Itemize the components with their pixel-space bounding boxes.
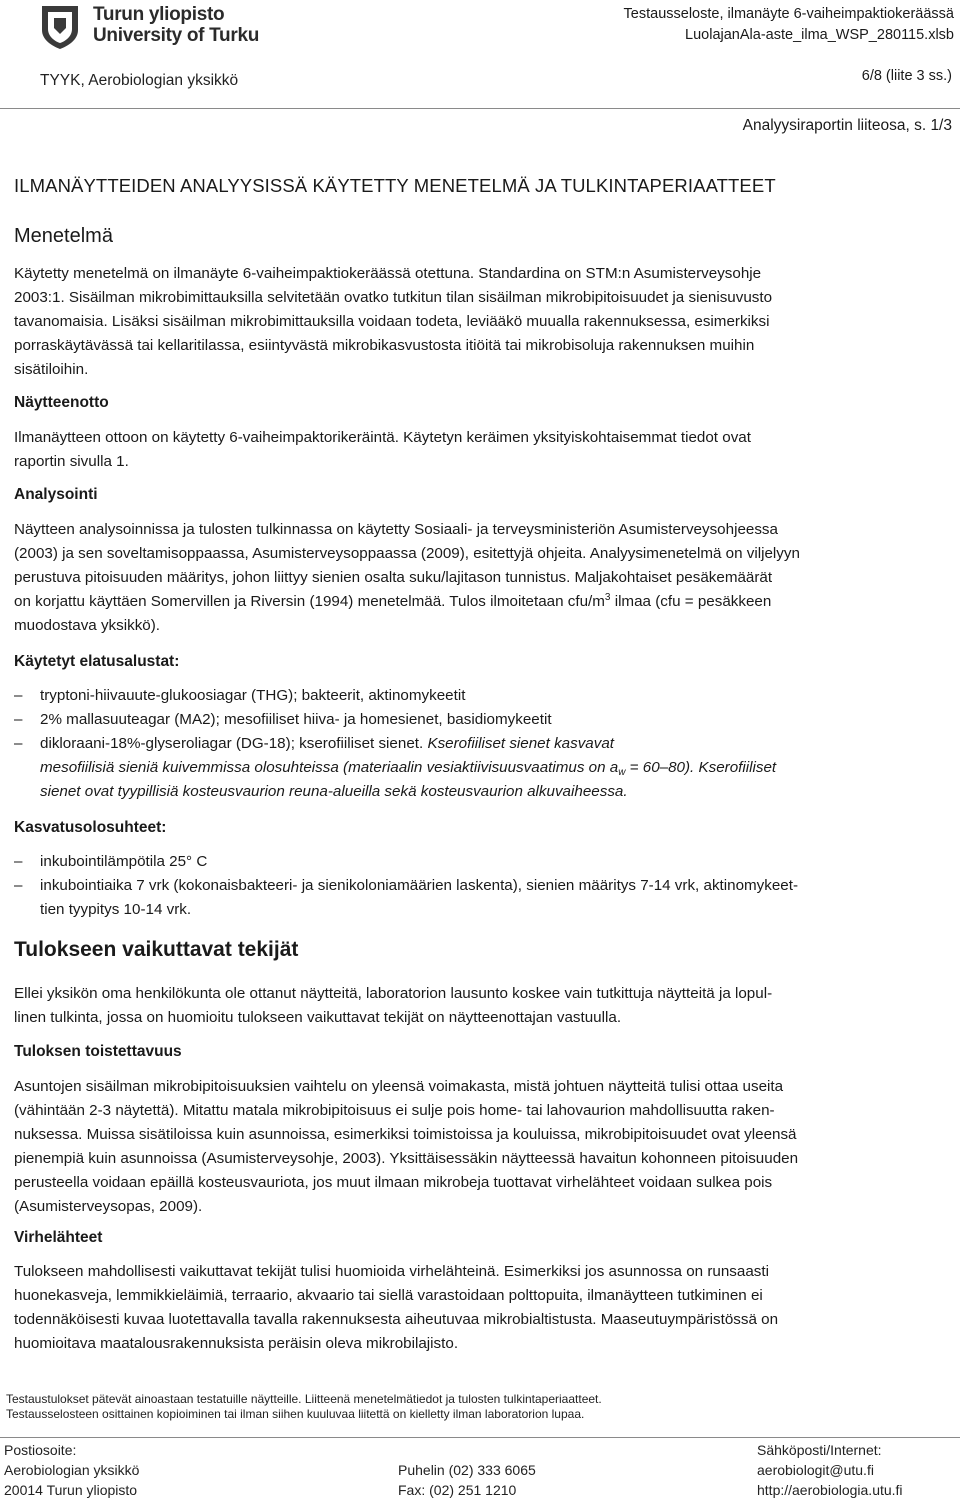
document-title: ILMANÄYTTEIDEN ANALYYSISSÄ KÄYTETTY MENETELMÄ JA TULKINTAPERIAATTEET bbox=[14, 175, 776, 196]
dash-bullet: – bbox=[14, 735, 23, 752]
report-file: LuolajanAla-aste_ilma_WSP_280115.xlsb bbox=[685, 27, 954, 43]
email-link[interactable]: aerobiologit@utu.fi bbox=[757, 1462, 874, 1478]
report-title: Testausseloste, ilmanäyte 6-vaiheimpaktiokeräässä bbox=[623, 6, 954, 22]
website-link[interactable]: http://aerobiologia.utu.fi bbox=[757, 1482, 903, 1498]
list-item bbox=[14, 684, 944, 708]
method-paragraph bbox=[14, 262, 944, 382]
list-item-text: 2% mallasuuteagar (MA2); mesofiiliset hiiva- ja homesienet, basidiomykeetit bbox=[40, 711, 552, 728]
internet-info bbox=[757, 1440, 903, 1500]
header-divider bbox=[0, 108, 960, 109]
method-line: 2003:1. Sisäilman mikrobimittauksilla selvitetään ovatko tutkitun tilan sisäilman mikrobipitoisuudet ja sienisuvusto bbox=[14, 289, 773, 306]
list-item bbox=[14, 850, 944, 874]
error-sources-line: huomioitava maatalousrakennuksista peräisin oleva mikrobilajisto. bbox=[14, 1335, 459, 1352]
page-reference: 6/8 (liite 3 ss.) bbox=[861, 68, 952, 84]
method-line: Käytetty menetelmä on ilmanäyte 6-vaiheimpaktiokeräässä otettuna. Standardina on STM:n Asumisterveysohje bbox=[14, 265, 762, 282]
list-item-text: inkubointiaika 7 vrk (kokonaisbakteeri- ja sienikoloniamäärien laskenta), sienien määritys 7-14 vrk, aktinomykeet- bbox=[40, 877, 799, 894]
list-item-continuation: sienet ovat tyypillisiä kosteusvaurion reuna-alueilla sekä kosteusvaurion alkuvaiheessa. bbox=[40, 783, 628, 800]
repeatability-line: pienempiä kuin asunnoissa (Asumisterveysohje, 2003). Yksittäisessäkin näytteessä havaitun kohonneen pitoisuuden bbox=[14, 1150, 799, 1167]
method-line: sisätiloihin. bbox=[14, 361, 89, 378]
university-name-en: University of Turku bbox=[93, 25, 260, 46]
footer-note: Testaustulokset pätevät ainoastaan testatuille näytteille. Liitteenä menetelmätiedot ja tulosten tulkintaperiaatteet. bbox=[6, 1392, 602, 1406]
error-sources-line: huonekasveja, lemmikkieläimiä, terraario, akvaario tai siellä varastoidaan polttopuita, ilmanäytteen tutkiminen ei bbox=[14, 1287, 763, 1304]
list-item bbox=[14, 732, 944, 756]
media-heading: Käytetyt elatusalustat: bbox=[14, 653, 180, 670]
footer-divider bbox=[0, 1437, 960, 1438]
report-header bbox=[624, 4, 954, 46]
list-item-note: Kserofiiliset sienet kasvavat bbox=[427, 735, 615, 752]
list-item bbox=[14, 708, 944, 732]
repeatability-paragraph bbox=[14, 1075, 944, 1219]
postal-address-label: Postiosoite: bbox=[4, 1442, 77, 1458]
analysis-paragraph bbox=[14, 518, 944, 638]
method-line: porraskäytävässä tai kellaritilassa, esiintyvästä mikrobikasvustosta itiöitä tai mikrobisoluja rakennuksen muihin bbox=[14, 337, 755, 354]
list-item-text: dikloraani-18%-glyseroliagar (DG-18); kserofiiliset sienet. bbox=[40, 735, 424, 752]
analysis-line bbox=[14, 590, 944, 614]
repeatability-line: Asuntojen sisäilman mikrobipitoisuuksien vaihtelu on yleensä voimakasta, mistä johtuen näytteitä tulisi ottaa useita bbox=[14, 1078, 784, 1095]
postal-address-line: Aerobiologian yksikkö bbox=[4, 1462, 140, 1478]
list-item-note: = 60–80). Kserofiiliset bbox=[625, 759, 777, 776]
repeatability-line: (vähintään 2-3 näytettä). Mitattu matala mikrobipitoisuus ei sulje pois home- tai lahovaurion mahdollisuutta raken- bbox=[14, 1102, 775, 1119]
university-seal-logo bbox=[38, 4, 82, 50]
phone-number: Puhelin (02) 333 6065 bbox=[398, 1462, 536, 1478]
department: TYYK, Aerobiologian yksikkö bbox=[40, 72, 239, 89]
unit-superscript: 3 bbox=[604, 592, 611, 603]
sampling-paragraph bbox=[14, 426, 944, 474]
error-sources-paragraph bbox=[14, 1260, 944, 1356]
phone-info bbox=[398, 1440, 536, 1500]
repeatability-line: nuksessa. Muissa sisätiloissa kuin asunnoissa, esimerkiksi toimistoissa ja kouluissa, mikrobipitoisuudet ovat yleensä bbox=[14, 1126, 797, 1143]
factors-paragraph bbox=[14, 982, 944, 1030]
list-item-continuation: tien tyypitys 10-14 vrk. bbox=[40, 901, 192, 918]
growth-heading: Kasvatusolosuhteet: bbox=[14, 819, 167, 836]
factors-line: linen tulkinta, jossa on huomioitu tulokseen vaikuttavat tekijät on näytteenottajan vastuulla. bbox=[14, 1009, 622, 1026]
error-sources-line: Tulokseen mahdollisesti vaikuttavat tekijät tulisi huomioida virhelähteinä. Esimerkiksi jos asunnossa on runsaasti bbox=[14, 1263, 769, 1280]
water-activity-subscript: w bbox=[618, 767, 626, 778]
repeatability-heading: Tuloksen toistettavuus bbox=[14, 1043, 182, 1060]
university-name-fi: Turun yliopisto bbox=[93, 4, 225, 25]
error-sources-line: todennäköisesti kuvaa luotettavalla tavalla rakennuksesta aiheutuvaa mikrobialtistusta. Maaseutuympäristössä on bbox=[14, 1311, 779, 1328]
postal-address-line: 20014 Turun yliopisto bbox=[4, 1482, 138, 1498]
method-line: tavanomaisia. Lisäksi sisäilman mikrobimittauksilla voidaan todeta, leviääkö muualla rakennuksessa, esimerkiksi bbox=[14, 313, 770, 330]
dash-bullet: – bbox=[14, 853, 23, 870]
list-item-text: tryptoni-hiivauute-glukoosiagar (THG); bakteerit, aktinomykeetit bbox=[40, 687, 466, 704]
analysis-heading: Analysointi bbox=[14, 486, 98, 503]
analysis-page-reference: Analyysiraportin liiteosa, s. 1/3 bbox=[742, 117, 952, 134]
dash-bullet: – bbox=[14, 687, 23, 704]
method-heading: Menetelmä bbox=[14, 225, 113, 247]
fax-number: Fax: (02) 251 1210 bbox=[398, 1482, 517, 1498]
dash-bullet: – bbox=[14, 877, 23, 894]
analysis-line: Näytteen analysoinnissa ja tulosten tulkinnassa on käytetty Sosiaali- ja terveysministeriön Asumisterveysohjeessa bbox=[14, 521, 778, 538]
analysis-line-text: ilmaa (cfu = pesäkkeen bbox=[610, 593, 772, 610]
factors-line: Ellei yksikön oma henkilökunta ole ottanut näytteitä, laboratorion lausunto koskee vain tutkittuja näytteitä ja lopul- bbox=[14, 985, 773, 1002]
sampling-heading: Näytteenotto bbox=[14, 394, 109, 411]
internet-label: Sähköposti/Internet: bbox=[757, 1442, 882, 1458]
sampling-line: Ilmanäytteen ottoon on käytetty 6-vaiheimpaktorikeräintä. Käytetyn keräimen yksityiskohtaisemmat tiedot ovat bbox=[14, 429, 751, 446]
sampling-line: raportin sivulla 1. bbox=[14, 453, 129, 470]
repeatability-line: (Asumisterveysopas, 2009). bbox=[14, 1198, 203, 1215]
factors-heading: Tulokseen vaikuttavat tekijät bbox=[14, 938, 299, 961]
analysis-line-text: on korjattu käyttäen Somervillen ja Riversin (1994) menetelmää. Tulos ilmoitetaan cfu/m bbox=[14, 593, 605, 610]
list-item bbox=[14, 874, 944, 898]
list-item-text: inkubointilämpötila 25° C bbox=[40, 853, 208, 870]
analysis-line: (2003) ja sen soveltamisoppaassa, Asumisterveysoppaassa (2009), esitettyjä ohjeita. Analyysimenetelmä on viljelyyn bbox=[14, 545, 800, 562]
dash-bullet: – bbox=[14, 711, 23, 728]
university-name bbox=[93, 4, 259, 46]
repeatability-line: perusteella voidaan epäillä kosteusvauriota, jos muut ilmaan mikrobeja tuottavat virhelähteet voidaan sulkea pois bbox=[14, 1174, 773, 1191]
error-sources-heading: Virhelähteet bbox=[14, 1229, 103, 1246]
footer-note: Testausselosteen osittainen kopioiminen tai ilman siihen kuuluvaa liitettä on kielletty ilman laboratorion lupaa. bbox=[6, 1407, 585, 1421]
list-item-continuation bbox=[40, 756, 940, 780]
list-item-note: mesofiilisiä sieniä kuivemmissa olosuhteissa (materiaalin vesiaktiivisuusvaatimus on a bbox=[40, 759, 619, 776]
analysis-line: perustuva pitoisuuden määritys, johon liittyy sienien osalta suku/lajitason tunnistus. Maljakohtaiset pesäkemäärät bbox=[14, 569, 773, 586]
postal-address bbox=[4, 1440, 139, 1500]
analysis-line: muodostava yksikkö). bbox=[14, 617, 161, 634]
